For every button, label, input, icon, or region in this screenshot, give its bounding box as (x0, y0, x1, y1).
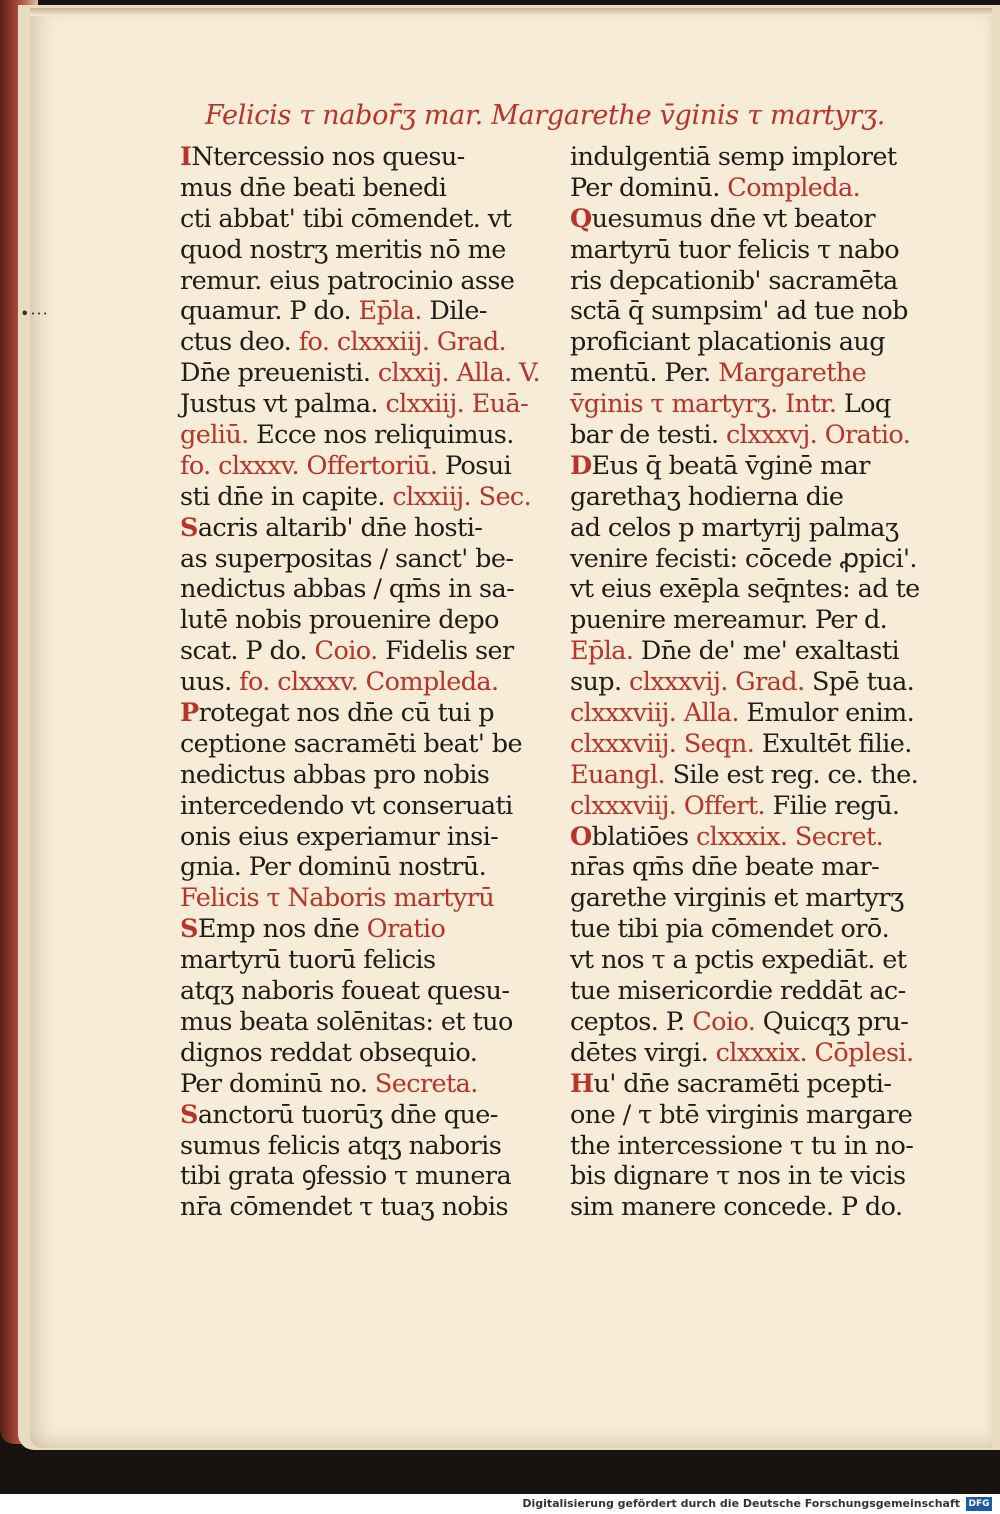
rubric-text: clxxiij. Euā- (385, 389, 529, 420)
text-line (180, 420, 522, 451)
text-line (570, 1007, 910, 1038)
body-text: nedictus abbas pro nobis (180, 759, 490, 790)
text-line (570, 883, 910, 914)
page-top-shadow (30, 8, 992, 16)
body-text: Per dominū. (570, 172, 728, 203)
text-line (180, 1131, 522, 1162)
body-text: venire fecisti: cōcede ꝓpici'. (570, 543, 917, 574)
text-column-right (570, 142, 920, 1223)
body-text: uesumus dn̄e vt beator (591, 203, 875, 234)
body-text: Fidelis ser (385, 636, 514, 667)
text-line (180, 1007, 522, 1038)
body-text: nr̄as qm̄s dn̄e beate mar- (570, 852, 880, 883)
body-text: quamur. P do. (180, 296, 359, 327)
body-text: ctus deo. (180, 327, 299, 358)
text-line (180, 327, 522, 358)
body-text: blatiōes (591, 821, 696, 852)
text-line (570, 791, 910, 822)
text-line (180, 266, 522, 297)
text-line (570, 142, 910, 173)
rubric-text: v̄ginis τ martyrʒ. Intr. (570, 389, 844, 420)
initial-letter: I (180, 142, 192, 172)
body-text: intercedendo vt conseruati (180, 790, 513, 821)
rubric-text: fo. clxxxv. Compleda. (239, 667, 499, 698)
rubric-text: fo. clxxxv. Offertoriū. (180, 450, 445, 481)
body-text: Eus q̄ beatā v̄ginē mar (591, 450, 870, 481)
text-line (570, 636, 910, 667)
body-text: Per dominū no. (180, 1068, 375, 1099)
body-text: Emp nos dn̄e (197, 914, 367, 945)
initial-letter: D (570, 450, 592, 481)
body-text: dignos reddat obsequio. (180, 1037, 478, 1068)
body-text: uus. (180, 667, 240, 698)
body-text: tibi grata ꝯfessio τ munera (180, 1161, 512, 1192)
rubric-text: clxxiij. Sec. (392, 481, 532, 512)
body-text: cti abbat' tibi cōmendet. vt (180, 203, 512, 234)
text-line (570, 451, 910, 482)
text-line (570, 266, 910, 297)
body-text: sup. (570, 667, 630, 698)
text-line (180, 235, 522, 266)
rubric-text: Compleda. (727, 172, 861, 203)
body-text: Dn̄e preuenisti. (180, 358, 378, 389)
margin-mark: •··· (20, 304, 49, 323)
running-title: Felicis τ nabor̄ʒ mar. Margarethe v̄ginis τ martyrʒ. (205, 100, 886, 131)
rubric-text: clxxij. Alla. V. (377, 358, 540, 389)
text-line (570, 482, 910, 513)
initial-letter: S (180, 1099, 198, 1130)
body-text: Justus vt palma. (180, 389, 386, 420)
body-text: remur. eius patrocinio asse (180, 265, 515, 296)
text-line (180, 1069, 522, 1100)
body-text: onis eius experiamur insi- (180, 821, 499, 852)
text-line (180, 296, 522, 327)
body-text: quod nostrʒ meritis nō me (180, 234, 506, 265)
body-text: acris altarib' dn̄e hosti- (197, 512, 483, 543)
body-text: Exultēt filie. (761, 728, 912, 759)
body-text: Posui (444, 450, 512, 481)
text-line (570, 1037, 914, 1069)
body-text: Dile- (429, 296, 487, 327)
text-line (570, 976, 910, 1007)
text-line (180, 976, 522, 1007)
body-text: u' dn̄e sacramēti pcepti- (593, 1068, 892, 1099)
body-text: Ecce nos reliquimus. (256, 420, 514, 451)
rubric-text: Ep̄la. (570, 636, 641, 667)
body-text: scat. P do. (180, 636, 315, 667)
rubric-text: Euangl. (570, 759, 673, 790)
body-text: Ntercessio nos quesu- (191, 142, 465, 172)
body-text: anctorū tuorūʒ dn̄e que- (197, 1099, 498, 1130)
body-text: the intercessione τ tu in no- (570, 1130, 914, 1161)
body-text: mentū. Per. (570, 358, 719, 389)
rubric-text: clxxxviij. Alla. (570, 698, 747, 729)
text-line (570, 852, 910, 883)
text-line (180, 1038, 522, 1069)
body-text: lutē nobis prouenire depo (180, 605, 499, 636)
text-line (180, 605, 522, 636)
text-line (180, 1192, 522, 1223)
body-text: Dn̄e de' me' exaltasti (640, 636, 900, 667)
text-line (570, 574, 920, 605)
rubric-text: clxxxix. Secret. (695, 821, 884, 852)
body-text: Emulor enim. (746, 698, 915, 729)
text-line (180, 1161, 522, 1192)
body-text: mus beata solēnitas: et tuo (180, 1006, 513, 1037)
body-text: mus dn̄e beati benedi (180, 172, 447, 203)
text-line (570, 1192, 910, 1223)
text-line (180, 760, 522, 791)
text-line (180, 574, 522, 605)
text-line (570, 698, 915, 729)
text-line (180, 358, 540, 389)
text-line (180, 791, 522, 822)
body-text: martyrū tuorū felicis (180, 945, 436, 976)
text-line (180, 883, 522, 914)
body-text: sumus felicis atqʒ naboris (180, 1130, 502, 1161)
rubric-text: clxxxvij. Grad. (629, 667, 813, 698)
body-text: vt eius exēpla seq̄ntes: ad te (570, 574, 920, 605)
rubric-text: Coio. (692, 1006, 763, 1037)
text-column-left (180, 142, 540, 1223)
rubric-text: clxxxviij. Offert. (570, 790, 773, 821)
body-text: atqʒ naboris foueat quesu- (180, 976, 510, 1007)
text-line (570, 667, 915, 698)
text-line (570, 358, 910, 389)
text-line (180, 544, 522, 575)
text-line (570, 729, 910, 760)
body-text: proficiant placationis aug (570, 327, 885, 358)
body-text: bis dignare τ nos in te vicis (570, 1161, 906, 1192)
text-line (570, 327, 910, 358)
rubric-text: Secreta. (374, 1068, 478, 1099)
text-line (180, 914, 522, 945)
text-line (180, 389, 529, 420)
text-line (180, 481, 532, 513)
text-line (180, 451, 522, 482)
body-text: Sile est reg. ce. the. (672, 759, 919, 790)
rubric-text: Ep̄la. (358, 296, 430, 327)
text-line (570, 822, 910, 853)
text-line (180, 822, 522, 853)
text-line (570, 605, 910, 636)
rubric-text: clxxxviij. Seqn. (570, 728, 762, 759)
body-text: sim manere concede. P do. (570, 1192, 903, 1223)
text-line (570, 914, 910, 945)
rubric-text: geliū. (180, 420, 257, 451)
text-line (570, 513, 910, 544)
text-line (570, 945, 910, 976)
text-line (180, 142, 522, 173)
body-text: vt nos τ a pctis expediāt. et (570, 945, 907, 976)
body-text: indulgentiā semp imploret (570, 142, 897, 172)
text-line (570, 1069, 910, 1100)
body-text: gnia. Per dominū nostrū. (180, 852, 487, 883)
text-line (180, 667, 522, 698)
body-text: nedictus abbas / qm̄s in sa- (180, 574, 515, 605)
initial-letter: S (180, 914, 198, 945)
body-text: garethaʒ hodierna die (570, 481, 844, 512)
body-text: ris depcationib' sacramēta (570, 265, 898, 296)
initial-letter: H (570, 1068, 594, 1099)
body-text: ceptione sacramēti beat' be (180, 728, 523, 759)
text-line (180, 852, 522, 883)
text-line (180, 513, 522, 544)
body-text: ad celos p martyrij palmaʒ (570, 512, 899, 543)
footer-credit: Digitalisierung gefördert durch die Deutsche Forschungsgemeinschaft (522, 1497, 960, 1510)
text-line (570, 543, 917, 575)
body-text: sti dn̄e in capite. (180, 481, 393, 512)
body-text: sctā q̄ sumpsim' ad tue nob (570, 296, 908, 327)
text-line (180, 173, 522, 204)
text-line (570, 204, 910, 235)
body-text: nr̄a cōmendet τ tuaʒ nobis (180, 1192, 508, 1223)
body-text: garethe virginis et martyrʒ (570, 883, 904, 914)
rubric-text: Margarethe (718, 358, 867, 389)
body-text: puenire mereamur. Per d. (570, 605, 888, 636)
text-line (570, 389, 910, 420)
text-line (570, 1161, 910, 1192)
text-line (180, 729, 522, 760)
text-line (570, 235, 910, 266)
body-text: dētes virgi. (570, 1037, 716, 1068)
body-text: bar de testi. (570, 420, 726, 451)
body-text: tue misericordie reddāt ac- (570, 976, 906, 1007)
rubric-text: Felicis τ Naboris martyrū (180, 883, 495, 914)
body-text: as superpositas / sanct' be- (180, 543, 514, 574)
initial-letter: S (180, 512, 198, 543)
body-text: Loq (843, 389, 891, 420)
rubric-text: Coio. (314, 636, 386, 667)
rubric-text: clxxxix. Cōplesi. (715, 1037, 914, 1068)
text-line (570, 296, 910, 327)
text-line (570, 1099, 913, 1131)
text-line (180, 698, 522, 729)
text-line (180, 636, 522, 667)
body-text: ceptos. P. (570, 1006, 693, 1037)
rubric-text: fo. clxxxiij. Grad. (298, 327, 507, 358)
rubric-text: Oratio (366, 914, 446, 945)
text-line (180, 1100, 522, 1131)
body-text: Quicqʒ pru- (762, 1006, 909, 1037)
initial-letter: Q (570, 203, 592, 234)
text-line (570, 1130, 914, 1162)
text-line (570, 759, 919, 791)
body-text: martyrū tuor felicis τ nabo (570, 234, 900, 265)
body-text: one / τ btē virginis margare (570, 1099, 913, 1130)
body-text: Filie regū. (772, 790, 900, 821)
text-line (180, 945, 522, 976)
footer-bar (0, 1494, 1000, 1514)
text-line (570, 173, 910, 204)
body-text: Spē tua. (812, 667, 915, 698)
initial-letter: O (570, 821, 592, 852)
rubric-text: clxxxvj. Oratio. (725, 420, 911, 451)
body-text: rotegat nos dn̄e cū tui p (198, 698, 494, 729)
initial-letter: P (180, 698, 199, 729)
body-text: tue tibi pia cōmendet orō. (570, 914, 890, 945)
dfg-logo: DFG (966, 1497, 992, 1511)
text-line (180, 204, 522, 235)
text-line (570, 420, 910, 451)
